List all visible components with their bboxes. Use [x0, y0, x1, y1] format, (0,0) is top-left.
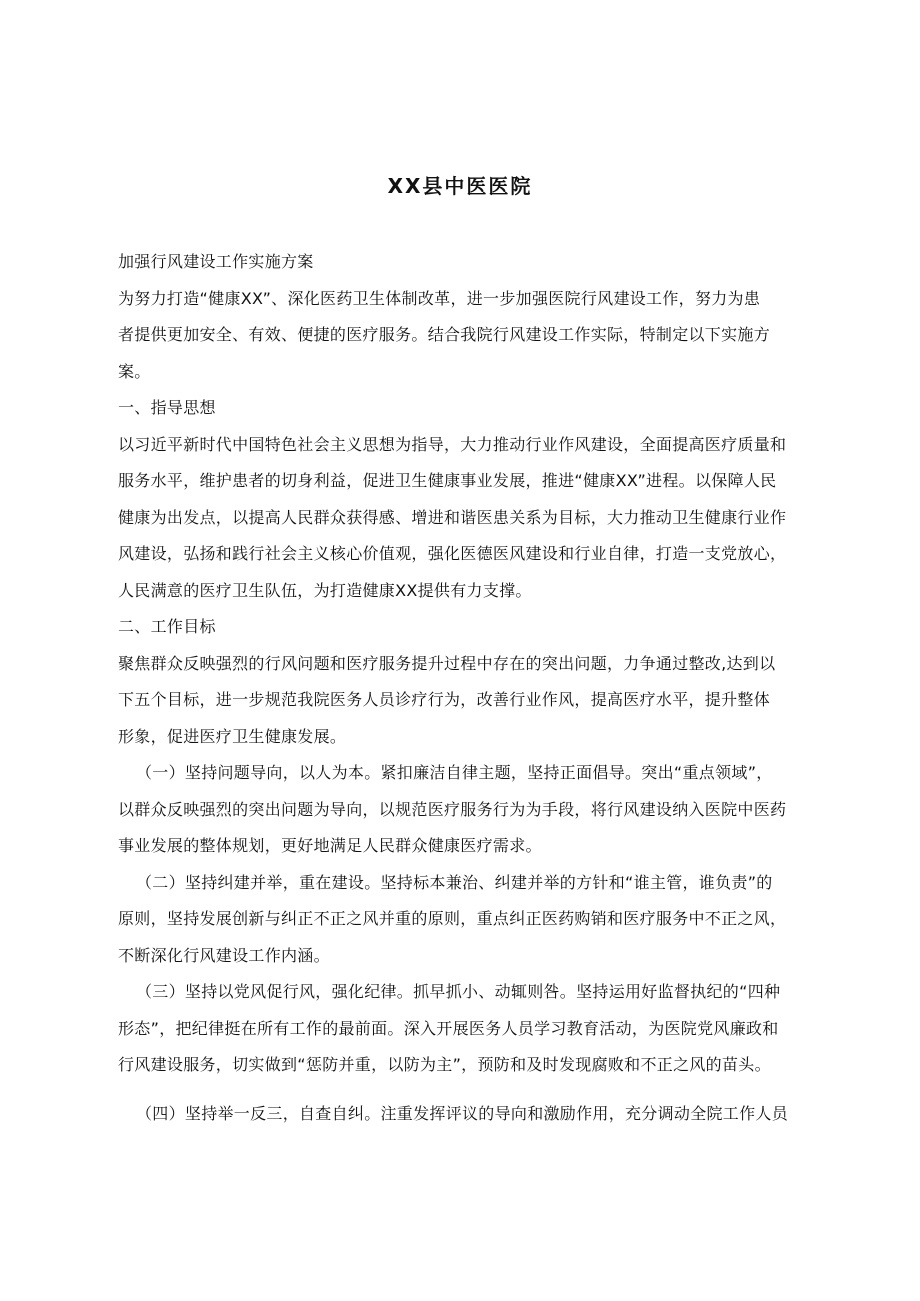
paragraph-line: 聚焦群众反映强烈的行风问题和医疗服务提升过程中存在的突出问题，力争通过整改,达到以	[118, 653, 776, 673]
document-title: XX县中医医院	[387, 174, 533, 198]
list-item-line: （二）坚持纠建并举，重在建设。坚持标本兼治、纠建并举的方针和“谁主管，谁负责”的	[136, 872, 773, 892]
list-item-line: 行风建设服务，切实做到“惩防并重，以防为主”，预防和及时发现腐败和不正之风的苗头。	[118, 1055, 771, 1074]
paragraph-line: 健康为出发点，以提高人民群众获得感、增进和谐医患关系为目标，大力推动卫生健康行业作	[118, 507, 787, 527]
paragraph-line: 服务水平，维护患者的切身利益，促进卫生健康事业发展，推进“健康XX”进程。以保障人民	[118, 471, 777, 490]
section-heading: 二、工作目标	[118, 617, 216, 636]
document-body	[118, 244, 830, 1132]
paragraph-line: 风建设，弘扬和践行社会主义核心价值观，强化医德医风建设和行业自律，打造一支党放心，	[118, 544, 787, 563]
list-item-line: 以群众反映强烈的突出问题为导向，以规范医疗服务行为为手段，将行风建设纳入医院中医药	[118, 799, 787, 819]
section-heading: 一、指导思想	[118, 398, 216, 417]
paragraph-line: 人民满意的医疗卫生队伍，为打造健康XX提供有力支撑。	[118, 580, 532, 600]
paragraph-line: 形象，促进医疗卫生健康发展。	[118, 726, 347, 746]
document-subtitle: 加强行风建设工作实施方案	[118, 252, 314, 271]
intro-line: 者提供更加安全、有效、便捷的医疗服务。结合我院行风建设工作实际，特制定以下实施方	[118, 325, 771, 344]
intro-line: 为努力打造“健康XX”、深化医药卫生体制改革，进一步加强医院行风建设工作，努力为患	[118, 288, 761, 308]
paragraph-line: 以习近平新时代中国特色社会主义思想为指导，大力推动行业作风建设，全面提高医疗质量和	[118, 434, 787, 454]
list-item-line: 形态”，把纪律挺在所有工作的最前面。深入开展医务人员学习教育活动，为医院党风廉政和	[118, 1018, 779, 1038]
list-item-line: （三）坚持以党风促行风，强化纪律。抓早抓小、动辄则咎。坚持运用好监督执纪的“四种	[136, 982, 781, 1001]
list-item-line: 原则，坚持发展创新与纠正不正之风并重的原则，重点纠正医药购销和医疗服务中不正之风，	[118, 909, 787, 928]
paragraph-line: 下五个目标，进一步规范我院医务人员诊疗行为，改善行业作风，提高医疗水平，提升整体	[118, 690, 771, 709]
list-item-line: 不断深化行风建设工作内涵。	[118, 945, 330, 965]
list-item-line: （一）坚持问题导向，以人为本。紧扣廉洁自律主题，坚持正面倡导。突出“重点领域”，	[136, 763, 773, 782]
list-item-line: （四）坚持举一反三，自查自纠。注重发挥评议的导向和激励作用，充分调动全院工作人员	[136, 1103, 789, 1123]
list-item-line: 事业发展的整体规划，更好地满足人民群众健康医疗需求。	[118, 836, 542, 855]
intro-line: 案。	[118, 361, 151, 381]
